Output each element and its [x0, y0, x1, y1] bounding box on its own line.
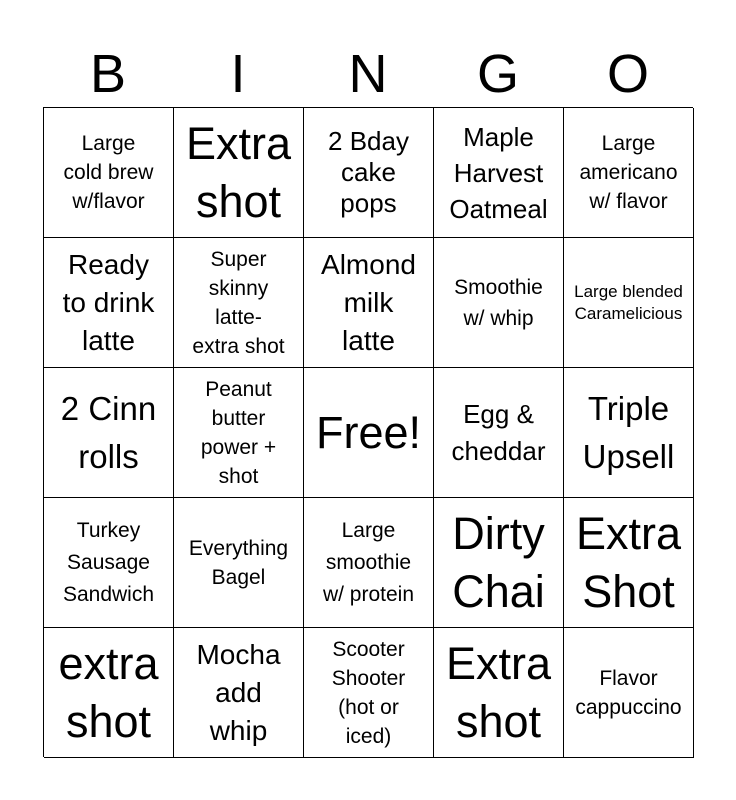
bingo-cell[interactable]	[44, 238, 174, 368]
bingo-cell[interactable]	[304, 238, 434, 368]
cell-text: Scooter Shooter (hot or iced)	[331, 637, 406, 748]
free-space-text: Free!	[315, 406, 422, 458]
cell-text: Flavor cappuccino	[575, 666, 682, 719]
bingo-cell[interactable]	[564, 498, 694, 628]
cell-text: Triple Upsell	[582, 389, 675, 475]
cell-text: Extra shot	[445, 637, 552, 747]
cell-text: Large blended Caramelicious	[574, 281, 683, 323]
cell-text: Peanut butter power + shot	[200, 377, 277, 488]
cell-text: Large cold brew w/flavor	[63, 132, 154, 213]
cell-text: Dirty Chai	[452, 507, 545, 617]
cell-text: Extra Shot	[575, 507, 682, 617]
bingo-cell[interactable]	[304, 628, 434, 758]
cell-text: Ready to drink latte	[62, 248, 155, 356]
cell-text: Extra shot	[185, 117, 292, 227]
header-letter-g: G	[476, 44, 519, 104]
bingo-cell[interactable]	[174, 368, 304, 498]
bingo-card-grid	[43, 107, 693, 757]
bingo-cell[interactable]	[174, 498, 304, 628]
bingo-header	[43, 42, 693, 106]
bingo-cell[interactable]	[564, 238, 694, 368]
bingo-cell[interactable]	[564, 628, 694, 758]
cell-text: Mocha add whip	[196, 638, 281, 746]
bingo-cell[interactable]	[434, 108, 564, 238]
header-letter-i: I	[230, 44, 246, 104]
bingo-cell[interactable]	[44, 628, 174, 758]
header-letter-b: B	[89, 44, 127, 104]
bingo-cell[interactable]	[564, 108, 694, 238]
bingo-cell[interactable]	[174, 628, 304, 758]
bingo-cell[interactable]	[304, 498, 434, 628]
cell-text: Almond milk latte	[321, 248, 416, 356]
bingo-cell[interactable]	[434, 628, 564, 758]
bingo-cell[interactable]	[174, 108, 304, 238]
cell-text: Large americano w/ flavor	[579, 132, 678, 213]
free-space-cell[interactable]	[304, 368, 434, 498]
cell-text: Turkey Sausage Sandwich	[62, 518, 155, 606]
cell-text: Everything Bagel	[188, 536, 289, 589]
bingo-cell[interactable]	[44, 498, 174, 628]
cell-text: Large smoothie w/ protein	[322, 518, 415, 606]
cell-text: Super skinny latte- extra shot	[192, 247, 285, 358]
cell-text: 2 Bday cake pops	[328, 126, 409, 218]
cell-text: 2 Cinn rolls	[60, 389, 157, 475]
cell-text: Smoothie w/ whip	[454, 275, 543, 330]
bingo-cell[interactable]	[434, 368, 564, 498]
bingo-cell[interactable]	[44, 368, 174, 498]
bingo-cell[interactable]	[434, 498, 564, 628]
bingo-cell[interactable]	[174, 238, 304, 368]
cell-text: Egg & cheddar	[451, 398, 546, 466]
cell-text: extra shot	[58, 637, 159, 747]
cell-text: Maple Harvest Oatmeal	[449, 121, 548, 224]
bingo-cell[interactable]	[434, 238, 564, 368]
bingo-cell[interactable]	[304, 108, 434, 238]
header-letter-o: O	[606, 44, 649, 104]
bingo-cell[interactable]	[44, 108, 174, 238]
bingo-cell[interactable]	[564, 368, 694, 498]
header-letter-n: N	[348, 44, 388, 104]
